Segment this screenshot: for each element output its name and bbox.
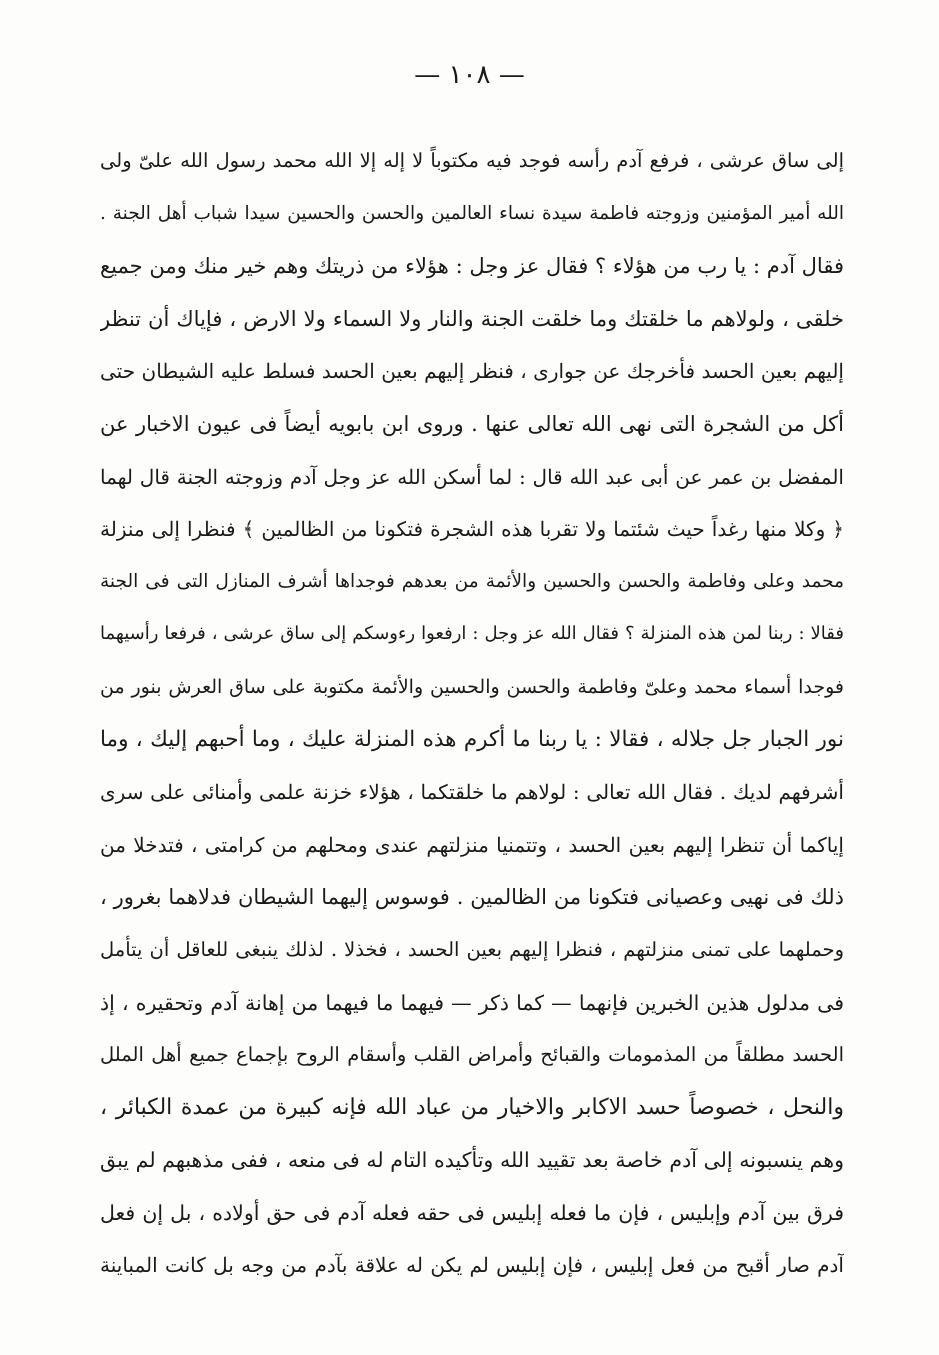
text-line: أشرفهم لديك . فقال الله تعالى : لولاهم ما خلقتكما ، هؤلاء خزنة علمى وأمنائى على سرى [100, 780, 844, 805]
text-line: الله أمير المؤمنين وزوجته فاطمة سيدة نساء العالمين والحسن والحسين سيدا شباب أهل الجنة . [100, 202, 844, 224]
text-line: فقالا : ربنا لمن هذه المنزلة ؟ فقال الله عز وجل : ارفعوا رءوسكم إلى ساق عرشى ، فرفعا رأسيهما [100, 623, 844, 645]
text-line: خلقى ، ولولاهم ما خلقتك وما خلقت الجنة والنار ولا السماء ولا الارض ، فإياك أن تنظر [100, 306, 844, 331]
text-line: إياكما أن تنظرا إليهم بعين الحسد ، وتتمنيا منزلتهم عندى ومحلهم من كرامتى ، فتدخلا من [100, 832, 844, 857]
text-line: وهم ينسبونه إلى آدم خاصة بعد تقييد الله وتأكيده التام له فى منعه ، ففى مذهبهم لم يبق [100, 1148, 844, 1173]
text-line: نور الجبار جل جلاله ، فقالا : يا ربنا ما أكرم هذه المنزلة عليك ، وما أحبهم إليك ، وما [100, 726, 844, 752]
page-number: — ١٠٨ — [414, 60, 525, 90]
text-line: فى مدلول هذين الخبرين فإنهما — كما ذكر — فيهما ما فيهما من إهانة آدم وتحقيره ، إذ [100, 990, 844, 1015]
text-line: ذلك فى نهيى وعصيانى فتكونا من الظالمين . فوسوس إليهما الشيطان فدلاهما بغرور ، [100, 885, 844, 910]
text-line: وحملهما على تمنى منزلتهم ، فنظرا إليهم بعين الحسد ، فخذلا . لذلك ينبغى للعاقل أن يتأمل [100, 937, 844, 961]
text-line: فقال آدم : يا رب من هؤلاء ؟ فقال عز وجل : هؤلاء من ذريتك وهم خير منك ومن جميع [100, 254, 844, 279]
text-line: إليهم بعين الحسد فأخرجك عن جوارى ، فنظر إليهم بعين الحسد فسلط عليه الشيطان حتى [100, 359, 844, 384]
text-line: فرق بين آدم وإبليس ، فإن ما فعله إبليس فى حقه فعله آدم فى حق أولاده ، بل إن فعل [100, 1200, 844, 1225]
text-line: فوجدا أسماء محمد وعلىّ وفاطمة والحسن والحسين والأئمة مكتوبة على ساق العرش بنور من [100, 675, 844, 698]
text-line: الحسد مطلقاً من المذمومات والقبائح وأمراض القلب وأسقام الروح بإجماع جميع أهل الملل [100, 1043, 844, 1067]
text-line: إلى ساق عرشى ، فرفع آدم رأسه فوجد فيه مكتوباً لا إله إلا الله محمد رسول الله علىّ ولى [100, 149, 844, 172]
text-line: والنحل ، خصوصاً حسد الاكابر والاخيار من عباد الله فإنه كبيرة من عمدة الكبائر ، [100, 1094, 844, 1120]
body-text [100, 135, 844, 1292]
text-line: محمد وعلى وفاطمة والحسن والحسين والأئمة من بعدهم فوجداها أشرف المنازل التى فى الجنة [100, 570, 844, 592]
text-line: المفضل بن عمر عن أبى عبد الله قال : لما أسكن الله عز وجل آدم وزوجته الجنة قال لهما [100, 464, 844, 489]
text-line: آدم صار أقبح من فعل إبليس ، فإن إبليس لم يكن له علاقة بآدم من وجه بل كانت المباينة [100, 1253, 844, 1278]
text-line: أكل من الشجرة التى نهى الله تعالى عنها . وروى ابن بابويه أيضاً فى عيون الاخبار عن [100, 411, 844, 436]
text-line: ﴿ وكلا منها رغداً حيث شئتما ولا تقربا هذه الشجرة فتكونا من الظالمين ﴾ فنظرا إلى منزلة [100, 517, 844, 542]
